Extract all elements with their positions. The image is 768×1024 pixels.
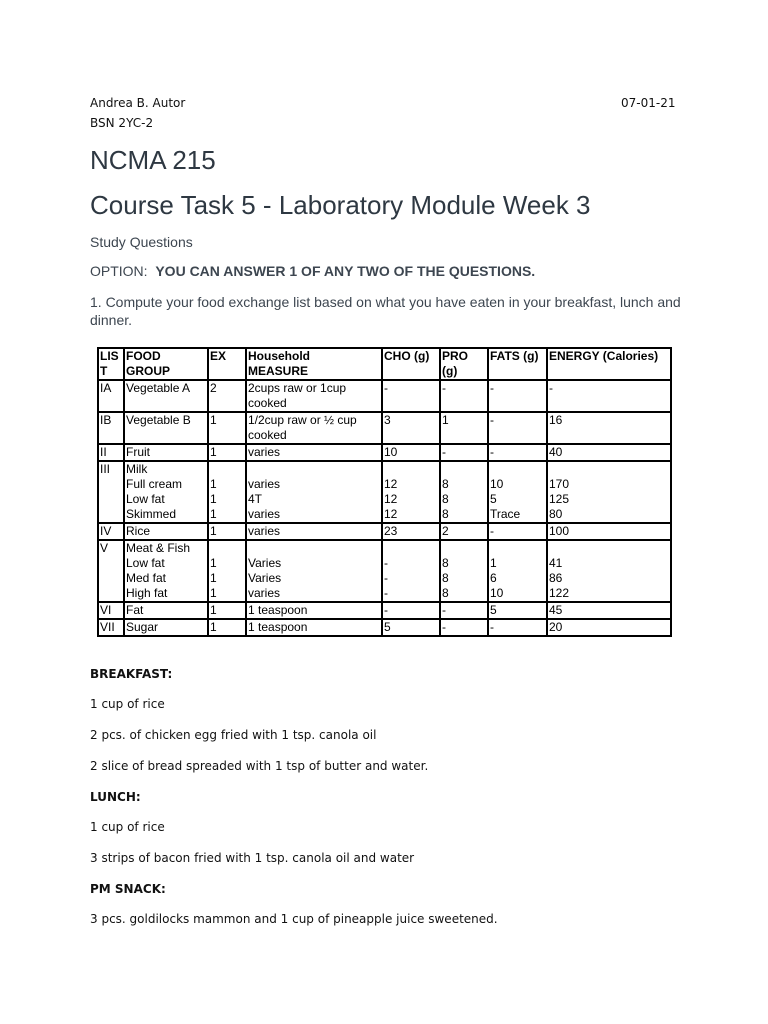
option-text: YOU CAN ANSWER 1 OF ANY TWO OF THE QUESTIONS.: [155, 263, 536, 279]
table-header-row: [98, 348, 671, 380]
cell-exchange: 1: [208, 444, 246, 461]
table-row: [98, 380, 671, 412]
cell-cho: 12 12 12: [382, 461, 440, 523]
breakfast-item: 1 cup of rice: [90, 697, 165, 711]
cell-exchange: 1 1 1: [208, 461, 246, 523]
cell-fats: -: [488, 619, 547, 636]
cell-exchange: 1: [208, 619, 246, 636]
cell-fats: -: [488, 380, 547, 412]
cell-list: IB: [98, 412, 124, 444]
cell-energy: 16: [547, 412, 671, 444]
student-name: Andrea B. Autor: [90, 96, 186, 110]
cell-food-group: Meat & Fish Low fat Med fat High fat: [124, 540, 208, 602]
breakfast-label: BREAKFAST:: [90, 667, 173, 681]
cell-food-group: Rice: [124, 523, 208, 540]
cell-food-group: Fruit: [124, 444, 208, 461]
cell-cho: 23: [382, 523, 440, 540]
cell-energy: 45: [547, 602, 671, 619]
cell-exchange: 2: [208, 380, 246, 412]
cell-pro: 8 8 8: [440, 461, 488, 523]
lunch-item: 1 cup of rice: [90, 820, 165, 834]
cell-list: VII: [98, 619, 124, 636]
cell-cho: -: [382, 380, 440, 412]
cell-food-group: Vegetable A: [124, 380, 208, 412]
cell-cho: -: [382, 602, 440, 619]
table-row: [98, 540, 671, 602]
cell-exchange: 1 1 1: [208, 540, 246, 602]
cell-fats: 1 6 10: [488, 540, 547, 602]
cell-pro: 8 8 8: [440, 540, 488, 602]
cell-exchange: 1: [208, 602, 246, 619]
pm-snack-label: PM SNACK:: [90, 882, 166, 896]
cell-energy: 40: [547, 444, 671, 461]
header-exchange: EX: [208, 348, 246, 380]
table-row: [98, 412, 671, 444]
lunch-label: LUNCH:: [90, 790, 141, 804]
document-date: 07-01-21: [621, 96, 676, 110]
cell-exchange: 1: [208, 523, 246, 540]
cell-energy: 20: [547, 619, 671, 636]
cell-household-measure: Varies Varies varies: [246, 540, 382, 602]
cell-fats: -: [488, 444, 547, 461]
cell-food-group: Sugar: [124, 619, 208, 636]
food-exchange-table: [97, 347, 672, 637]
course-code: NCMA 215: [90, 145, 216, 175]
lunch-item: 3 strips of bacon fried with 1 tsp. canola oil and water: [90, 851, 415, 865]
header-household-measure: Household MEASURE: [246, 348, 382, 380]
cell-list: VI: [98, 602, 124, 619]
header-cho: CHO (g): [382, 348, 440, 380]
cell-food-group: Vegetable B: [124, 412, 208, 444]
cell-list: II: [98, 444, 124, 461]
cell-fats: 5: [488, 602, 547, 619]
cell-energy: 170 125 80: [547, 461, 671, 523]
cell-pro: -: [440, 380, 488, 412]
cell-energy: 41 86 122: [547, 540, 671, 602]
cell-list: III: [98, 461, 124, 523]
cell-fats: 10 5 Trace: [488, 461, 547, 523]
cell-cho: 5: [382, 619, 440, 636]
cell-household-measure: varies: [246, 523, 382, 540]
cell-household-measure: varies 4T varies: [246, 461, 382, 523]
header-pro: PRO (g): [440, 348, 488, 380]
cell-exchange: 1: [208, 412, 246, 444]
cell-pro: -: [440, 444, 488, 461]
cell-pro: 1: [440, 412, 488, 444]
cell-fats: -: [488, 523, 547, 540]
cell-household-measure: 2cups raw or 1cup cooked: [246, 380, 382, 412]
cell-cho: 10: [382, 444, 440, 461]
course-task-title: Course Task 5 - Laboratory Module Week 3: [90, 190, 591, 220]
breakfast-item: 2 pcs. of chicken egg fried with 1 tsp. canola oil: [90, 728, 377, 742]
question-1: 1. Compute your food exchange list based on what you have eaten in your breakfast, lunch and dinner.: [90, 294, 681, 328]
student-section: BSN 2YC-2: [90, 116, 154, 130]
table-row: [98, 619, 671, 636]
cell-pro: -: [440, 619, 488, 636]
cell-energy: -: [547, 380, 671, 412]
table-row: [98, 523, 671, 540]
cell-pro: 2: [440, 523, 488, 540]
table-row: [98, 602, 671, 619]
header-list: LIS T: [98, 348, 124, 380]
cell-list: IA: [98, 380, 124, 412]
table-row: [98, 444, 671, 461]
header-food-group: FOOD GROUP: [124, 348, 208, 380]
pm-snack-item: 3 pcs. goldilocks mammon and 1 cup of pineapple juice sweetened.: [90, 912, 498, 926]
breakfast-item: 2 slice of bread spreaded with 1 tsp of butter and water.: [90, 759, 429, 773]
cell-pro: -: [440, 602, 488, 619]
header-energy: ENERGY (Calories): [547, 348, 671, 380]
cell-household-measure: varies: [246, 444, 382, 461]
study-questions-heading: Study Questions: [90, 234, 193, 250]
cell-household-measure: 1/2cup raw or ½ cup cooked: [246, 412, 382, 444]
option-label: OPTION:: [90, 263, 148, 279]
cell-cho: - - -: [382, 540, 440, 602]
cell-list: V: [98, 540, 124, 602]
option-line: [90, 263, 535, 279]
cell-cho: 3: [382, 412, 440, 444]
header-fats: FATS (g): [488, 348, 547, 380]
cell-food-group: Fat: [124, 602, 208, 619]
table-row: [98, 461, 671, 523]
cell-food-group: Milk Full cream Low fat Skimmed: [124, 461, 208, 523]
cell-fats: -: [488, 412, 547, 444]
cell-household-measure: 1 teaspoon: [246, 602, 382, 619]
cell-energy: 100: [547, 523, 671, 540]
cell-household-measure: 1 teaspoon: [246, 619, 382, 636]
cell-list: IV: [98, 523, 124, 540]
